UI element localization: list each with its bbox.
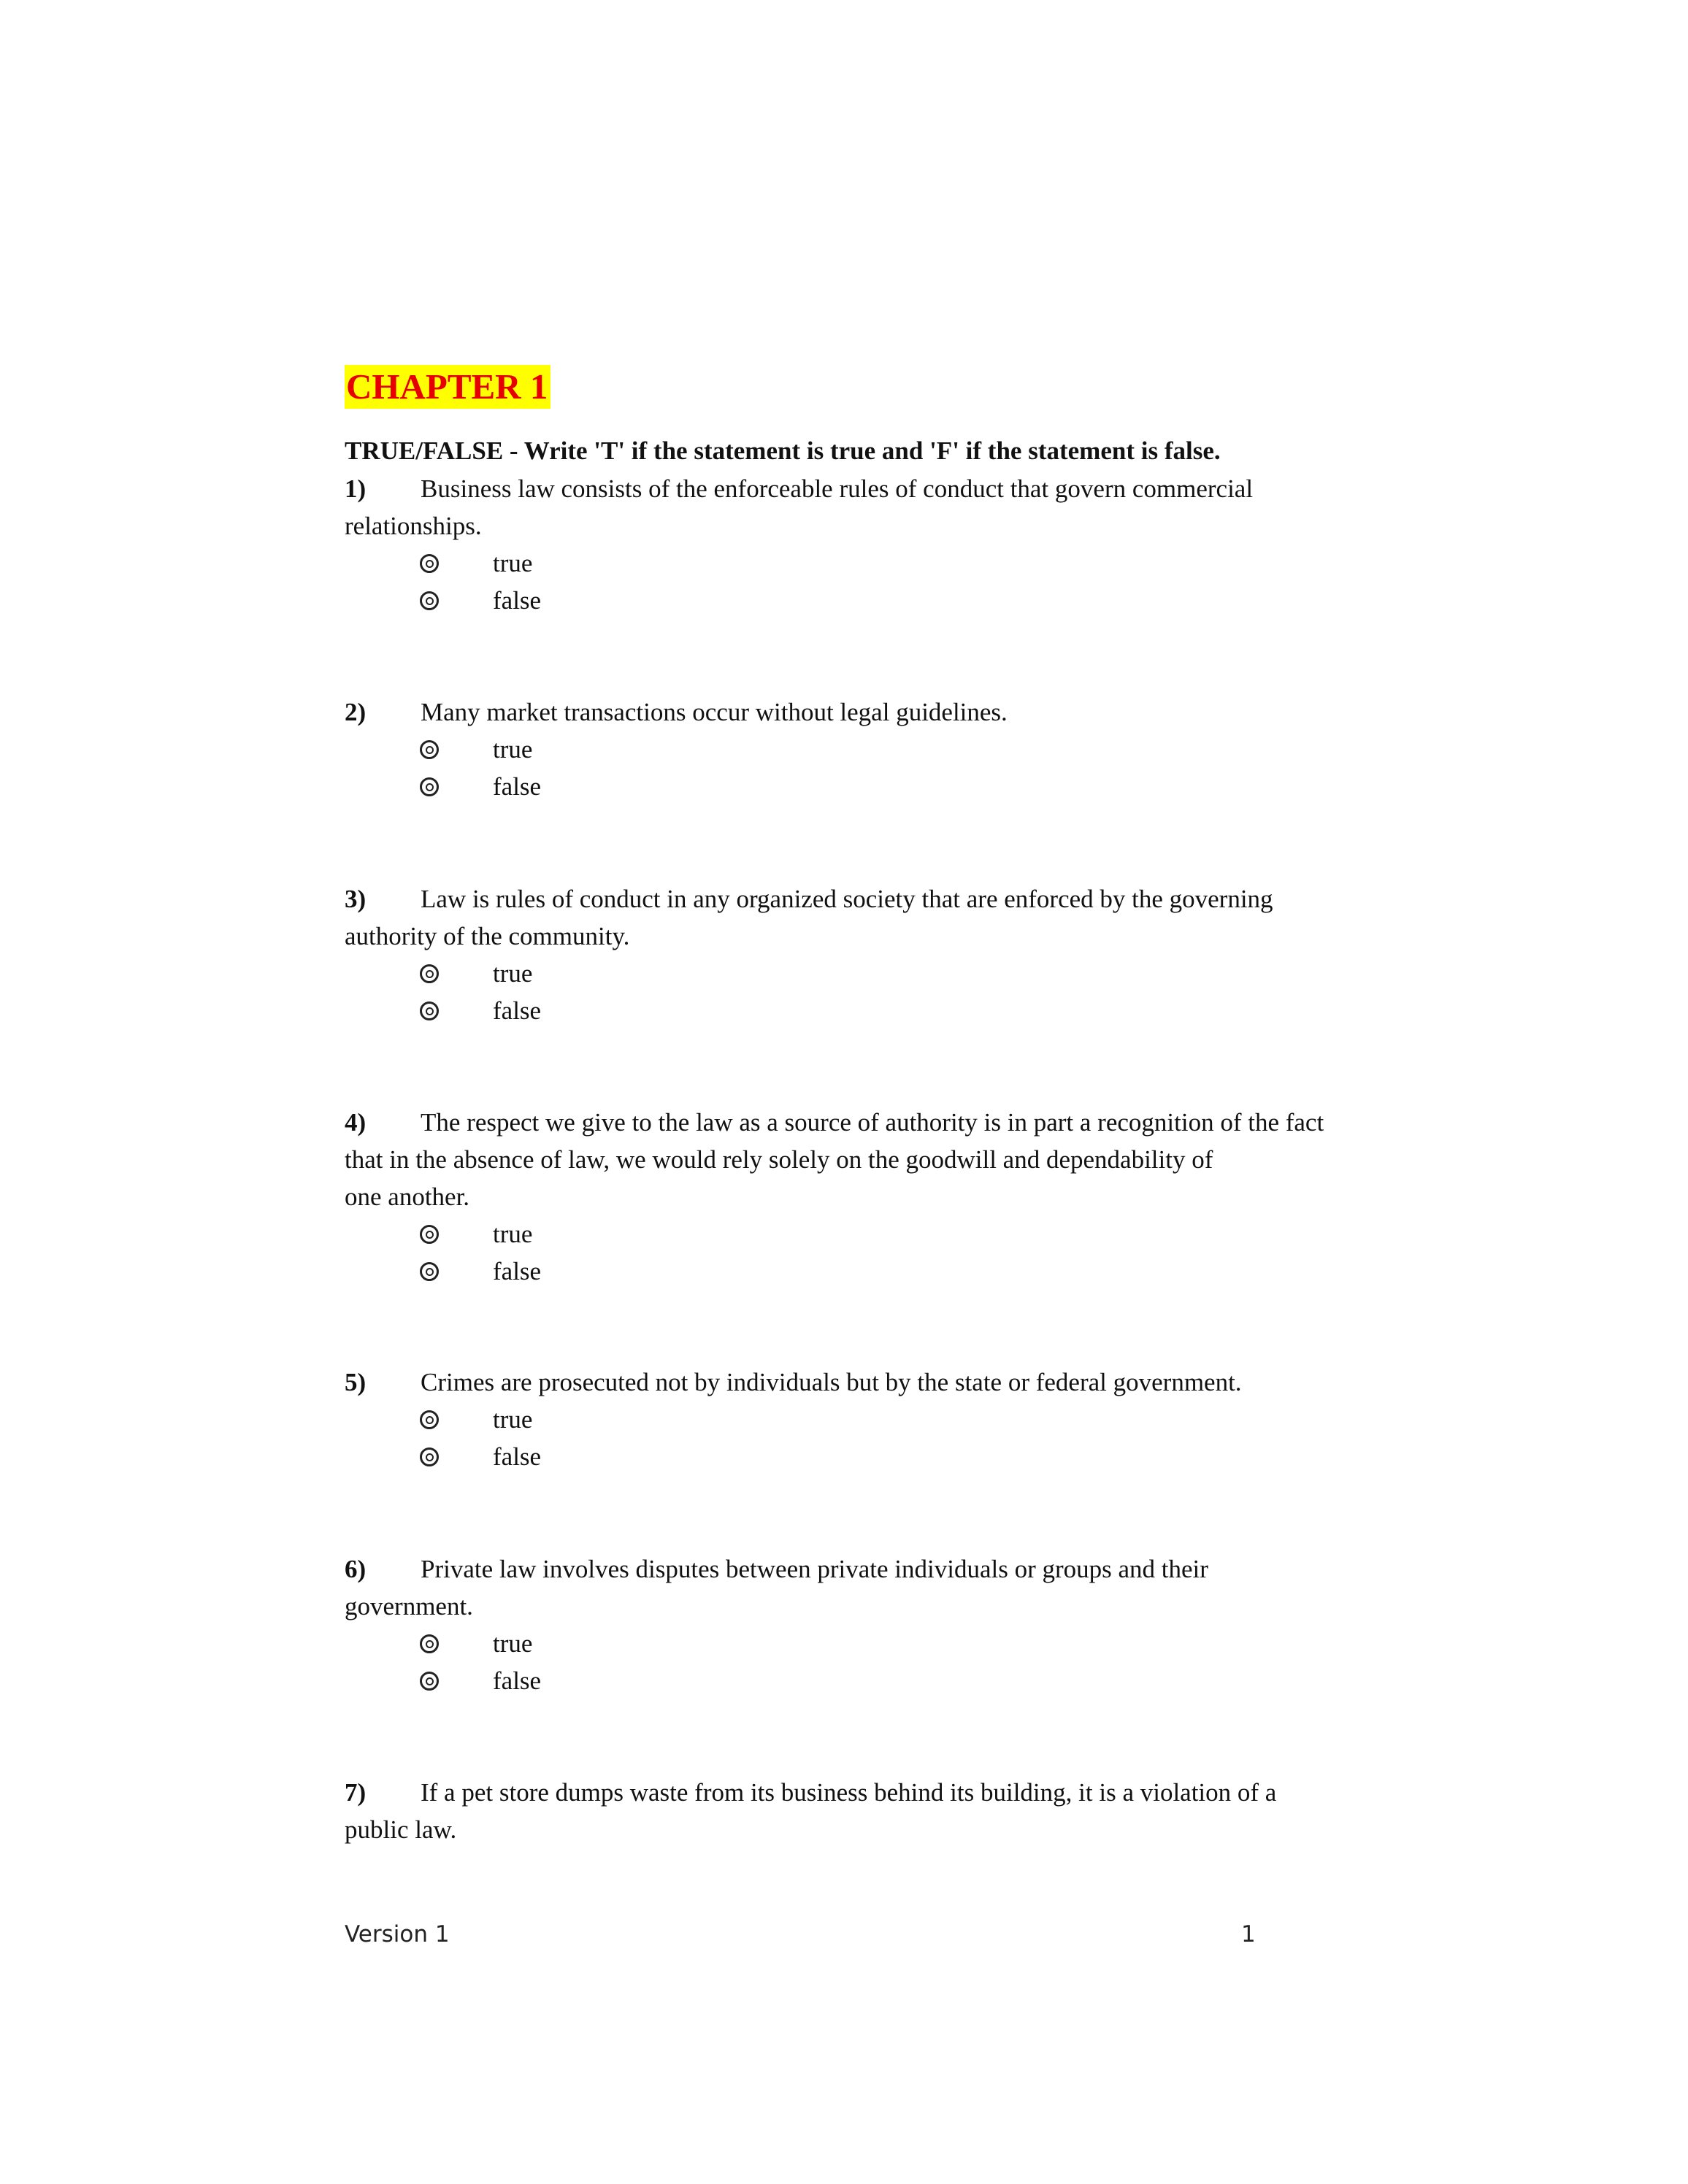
question-text [345, 880, 1338, 955]
question-6 [345, 1550, 1338, 1699]
option-true[interactable] [420, 955, 1338, 992]
option-label: false [493, 586, 542, 615]
question-number: 4) [345, 1108, 367, 1137]
question-text [345, 1774, 1338, 1848]
option-false[interactable] [420, 992, 1338, 1029]
question-number: 3) [345, 885, 367, 913]
question-rest: public law. [345, 1815, 457, 1844]
option-false[interactable] [420, 768, 1338, 805]
question-lead: Private law involves disputes between private individuals or groups and their [421, 1555, 1208, 1583]
footer-version: Version 1 [345, 1921, 450, 1947]
option-false[interactable] [420, 1253, 1338, 1290]
question-rest: relationships. [345, 512, 482, 540]
question-3 [345, 880, 1338, 1029]
radio-button-icon[interactable] [420, 1262, 439, 1281]
section-instructions: TRUE/FALSE - Write 'T' if the statement is true and 'F' if the statement is false. [345, 437, 1221, 465]
question-lead: Crimes are prosecuted not by individuals but by the state or federal government. [421, 1368, 1242, 1396]
radio-button-icon[interactable] [420, 1672, 439, 1691]
option-label: false [493, 1666, 542, 1695]
radio-button-icon[interactable] [420, 1447, 439, 1466]
question-1 [345, 470, 1338, 619]
question-lead: Business law consists of the enforceable rules of conduct that govern commercial [421, 474, 1254, 503]
radio-button-icon[interactable] [420, 1634, 439, 1653]
question-text [345, 1364, 1338, 1401]
question-number: 6) [345, 1555, 367, 1583]
option-true[interactable] [420, 1215, 1338, 1253]
question-lead: Law is rules of conduct in any organized society that are enforced by the governing [421, 885, 1273, 913]
question-number: 2) [345, 698, 367, 726]
question-4 [345, 1104, 1338, 1290]
footer-page-number: 1 [1241, 1921, 1256, 1947]
radio-button-icon[interactable] [420, 964, 439, 983]
radio-button-icon[interactable] [420, 1001, 439, 1020]
chapter-title: CHAPTER 1 [345, 365, 550, 409]
question-text [345, 1104, 1338, 1215]
radio-button-icon[interactable] [420, 740, 439, 759]
radio-button-icon[interactable] [420, 1410, 439, 1429]
option-false[interactable] [420, 1662, 1338, 1699]
question-rest: authority of the community. [345, 922, 630, 950]
option-label: false [493, 772, 542, 801]
option-label: true [493, 735, 533, 764]
option-label: true [493, 1629, 533, 1658]
option-label: false [493, 1442, 542, 1471]
option-label: false [493, 1257, 542, 1285]
option-label: true [493, 549, 533, 577]
question-text [345, 470, 1338, 545]
question-2 [345, 693, 1338, 805]
question-lead: If a pet store dumps waste from its business behind its building, it is a violation of a [421, 1778, 1277, 1807]
question-number: 5) [345, 1368, 367, 1396]
option-false[interactable] [420, 582, 1338, 619]
option-true[interactable] [420, 731, 1338, 768]
question-5 [345, 1364, 1338, 1475]
radio-button-icon[interactable] [420, 591, 439, 610]
option-label: true [493, 1405, 533, 1434]
question-number: 7) [345, 1778, 367, 1807]
radio-button-icon[interactable] [420, 777, 439, 796]
question-lead: The respect we give to the law as a source of authority is in part a recognition of the fact [421, 1108, 1324, 1137]
option-true[interactable] [420, 545, 1338, 582]
option-true[interactable] [420, 1625, 1338, 1662]
question-7 [345, 1774, 1338, 1848]
option-label: true [493, 1220, 533, 1248]
radio-button-icon[interactable] [420, 554, 439, 573]
option-label: true [493, 959, 533, 988]
option-label: false [493, 996, 542, 1025]
question-rest: government. [345, 1592, 473, 1620]
question-number: 1) [345, 474, 367, 503]
question-text [345, 1550, 1338, 1625]
question-rest: that in the absence of law, we would rely solely on the goodwill and dependability of one another. [345, 1145, 1213, 1211]
question-lead: Many market transactions occur without legal guidelines. [421, 698, 1008, 726]
radio-button-icon[interactable] [420, 1225, 439, 1244]
option-true[interactable] [420, 1401, 1338, 1438]
option-false[interactable] [420, 1438, 1338, 1475]
question-text [345, 693, 1338, 731]
